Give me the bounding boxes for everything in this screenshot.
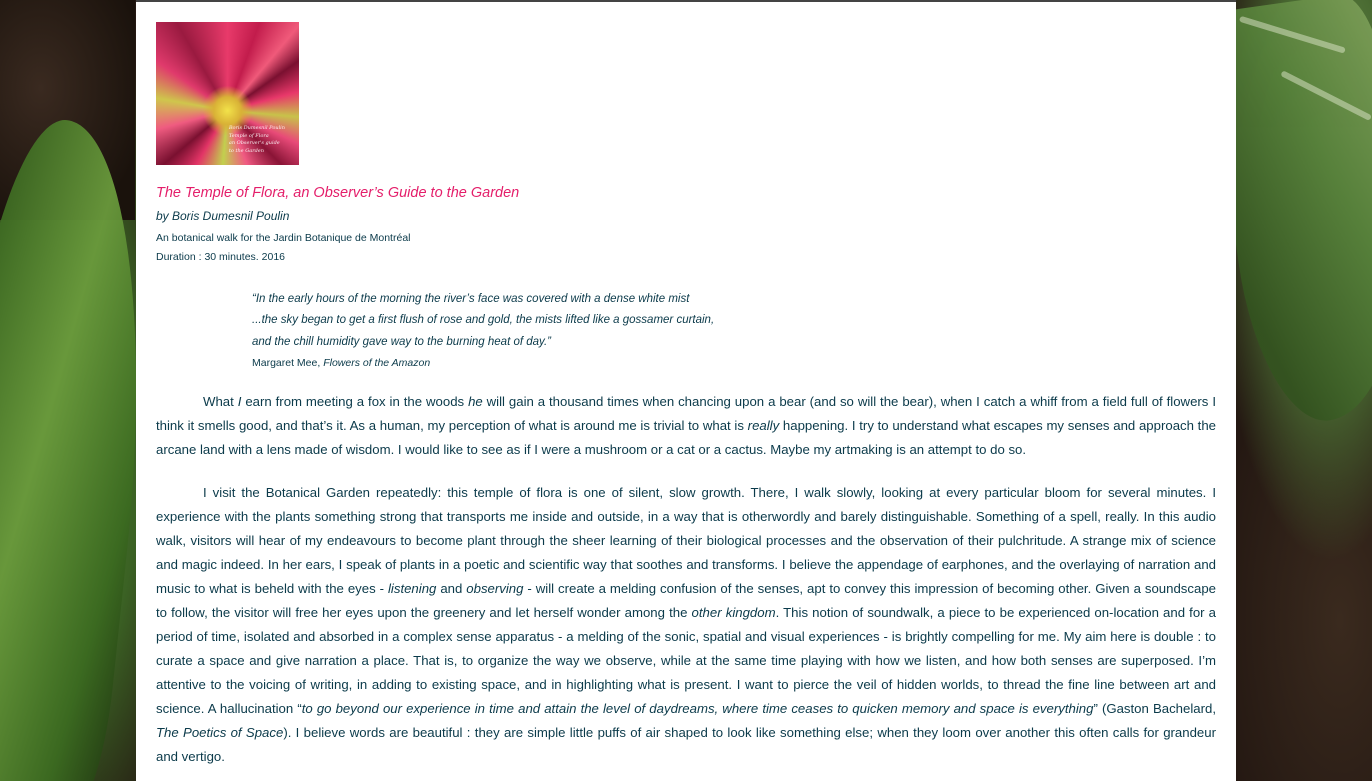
cover-line: Boris Dumesnil Poulin (228, 125, 285, 131)
emphasis: really (747, 418, 780, 433)
emphasis: I (237, 394, 242, 409)
text-run: happening. I try to understand what escapes my senses and approach the arcane land with a lens made of wisdom. I would like to see as if I were a mushroom or a cat or a cactus. Maybe my artmaking is an attempt to do so. (156, 418, 1216, 457)
quote-line: ...the sky began to get a first flush of rose and gold, the mists lifted like a gossamer curtain, (252, 314, 715, 327)
quote-line: and the chill humidity gave way to the burning heat of day.” (252, 335, 551, 348)
quote-author: Margaret Mee, (252, 356, 324, 369)
text-run: I visit the Botanical Garden repeatedly: this temple of flora is one of silent, slow growth. There, I walk slowly, looking at every particular bloom for several minutes. I experience with the plants something strong that transports me inside and outside, in a way that is otherwordly and barely distinguishable. Something of a spell, really. In this audio walk, visitors will hear of my endeavours to become plant through the sheer learning of their biological processes and the observation of their pulchritude. A strange mix of science and magic indeed. In her ears, I speak of plants in a poetic and scientific way that soothes and transforms. I believe the appendage of earphones, and the overlaying of narration and music to what is beheld with the eyes - (156, 485, 1216, 596)
cover-line: Temple of Flora (228, 132, 269, 139)
text-run: . This notion of soundwalk, a piece to be experienced on-location and for a period of time, isolated and absorbed in a complex sense apparatus - a melding of the sonic, spatial and visual experiences - is brightly compelling for me. My aim here is double : to curate a space and give narration a place. That is, to organize the way we observe, while at the same time playing with how we listen, and how both senses are superposed. I’m attentive to the voicing of writing, in adding to existing space, and in highlighting what is present. I want to pierce the veil of hidden worlds, to thread the fine line between art and science. A hallucination “ (156, 605, 1216, 716)
cover-line: to the Garden (228, 147, 264, 154)
text-run: earn from meeting a fox in the woods (241, 394, 469, 409)
emphasis: observing (466, 581, 524, 596)
project-subtitle: An botanical walk for the Jardin Botanique de Montréal (156, 232, 411, 244)
text-run: - will create a melding confusion of the senses, apt to convey this impression of becoming other. Given a soundscape to follow, the visitor will free her eyes upon the greenery and let herself wonder among the (156, 581, 1216, 620)
page-title: The Temple of Flora, an Observer’s Guide to the Garden (156, 185, 520, 201)
duration-info: Duration : 30 minutes. 2016 (156, 251, 285, 263)
emphasis: other kingdom (691, 605, 776, 620)
cover-line: an Observer's guide (228, 140, 280, 146)
page-content (136, 2, 1236, 781)
text-run: ” (Gaston Bachelard, (1093, 701, 1216, 716)
emphasis: listening (387, 581, 437, 596)
body-paragraph (156, 390, 1216, 462)
leaf-stripe (1239, 16, 1346, 54)
emphasis: he (468, 394, 483, 409)
quote-line: “In the early hours of the morning the river’s face was covered with a dense white mist (252, 293, 690, 305)
quote-book-title: Flowers of the Amazon (323, 356, 431, 369)
cover-caption (229, 125, 285, 155)
quote-attribution (252, 353, 714, 374)
body-paragraph (156, 481, 1216, 769)
album-cover-image[interactable] (156, 22, 299, 165)
emphasis: The Poetics of Space (156, 725, 284, 740)
leaf-stripe (1280, 70, 1372, 121)
text-run: What (203, 394, 238, 409)
text-run: and (436, 581, 467, 596)
author-byline: by Boris Dumesnil Poulin (156, 209, 290, 223)
text-run: ). I believe words are beautiful : they are simple little puffs of air shaped to look like something else; when they loom over another this often calls for grandeur and vertigo. (156, 725, 1216, 764)
epigraph-quote (252, 289, 714, 374)
text-run: will gain a thousand times when chancing upon a bear (and so will the bear), when I catch a whiff from a field full of flowers I think it smells good, and that’s it. As a human, my perception of what is around me is trivial to what is (156, 394, 1216, 433)
emphasis: to go beyond our experience in time and attain the level of daydreams, where time ceases to quicken memory and space is everything (301, 701, 1094, 716)
